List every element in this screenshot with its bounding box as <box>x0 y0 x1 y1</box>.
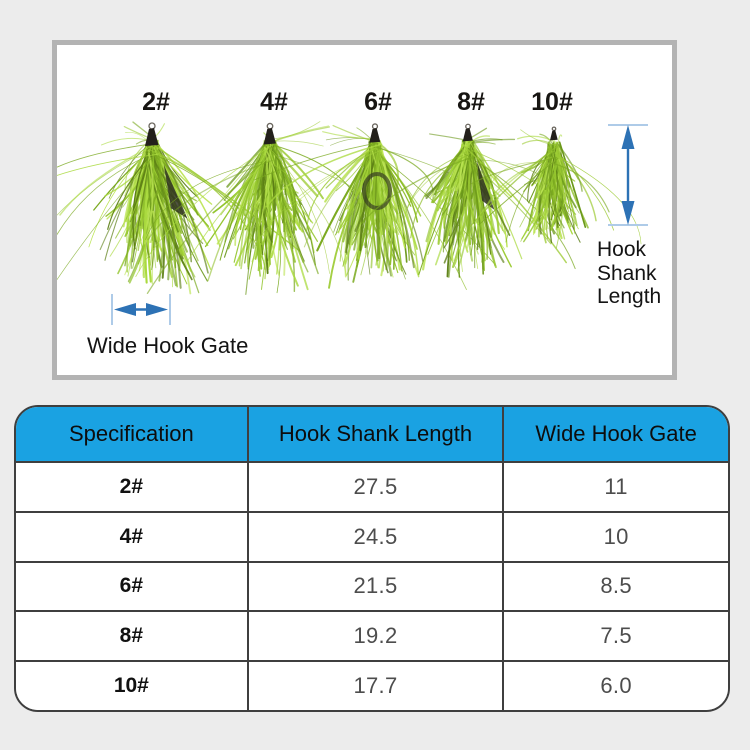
cell-shank: 21.5 <box>247 563 503 611</box>
header-wide-hook-gate: Wide Hook Gate <box>502 407 728 461</box>
size-label-3: 6# <box>364 88 392 116</box>
table-row <box>16 511 728 561</box>
hook-eye <box>466 124 470 128</box>
size-label-5: 10# <box>531 88 573 116</box>
cell-gate: 10 <box>502 513 728 561</box>
hook-eye <box>267 123 272 128</box>
hook-eye <box>149 123 155 129</box>
cell-gate: 6.0 <box>502 662 728 710</box>
lure-head <box>550 130 558 140</box>
wide-hook-gate-arrow <box>112 294 170 325</box>
product-photo-panel <box>52 40 677 380</box>
table-body <box>16 463 728 710</box>
lure-head <box>463 128 473 141</box>
table-row <box>16 610 728 660</box>
specification-table <box>14 405 730 712</box>
cell-spec: 2# <box>119 474 144 498</box>
table-row <box>16 660 728 710</box>
header-specification: Specification <box>68 421 194 446</box>
hook-eye <box>552 127 555 130</box>
wide-hook-gate-label: Wide Hook Gate <box>87 333 249 358</box>
cell-shank: 17.7 <box>247 662 503 710</box>
lure-head <box>369 128 380 143</box>
header-hook-shank-length: Hook Shank Length <box>247 407 503 461</box>
size-label-1: 2# <box>142 88 170 116</box>
cell-gate: 11 <box>502 463 728 511</box>
lure-head <box>264 128 276 144</box>
table-header-row <box>16 407 728 463</box>
cell-shank: 19.2 <box>247 612 503 660</box>
hook-shank-length-label: Hook Shank Length <box>597 238 662 309</box>
cell-spec: 10# <box>113 674 149 698</box>
cell-spec: 8# <box>119 624 144 648</box>
hook-eye <box>373 124 378 129</box>
cell-gate: 8.5 <box>502 563 728 611</box>
table-row <box>16 463 728 511</box>
cell-spec: 4# <box>119 524 144 548</box>
size-label-4: 8# <box>457 88 485 116</box>
size-label-2: 4# <box>260 88 288 116</box>
cell-gate: 7.5 <box>502 612 728 660</box>
cell-shank: 27.5 <box>247 463 503 511</box>
cell-shank: 24.5 <box>247 513 503 561</box>
hook-shank-length-arrow <box>608 125 648 225</box>
cell-spec: 6# <box>119 574 144 598</box>
table-row <box>16 561 728 611</box>
